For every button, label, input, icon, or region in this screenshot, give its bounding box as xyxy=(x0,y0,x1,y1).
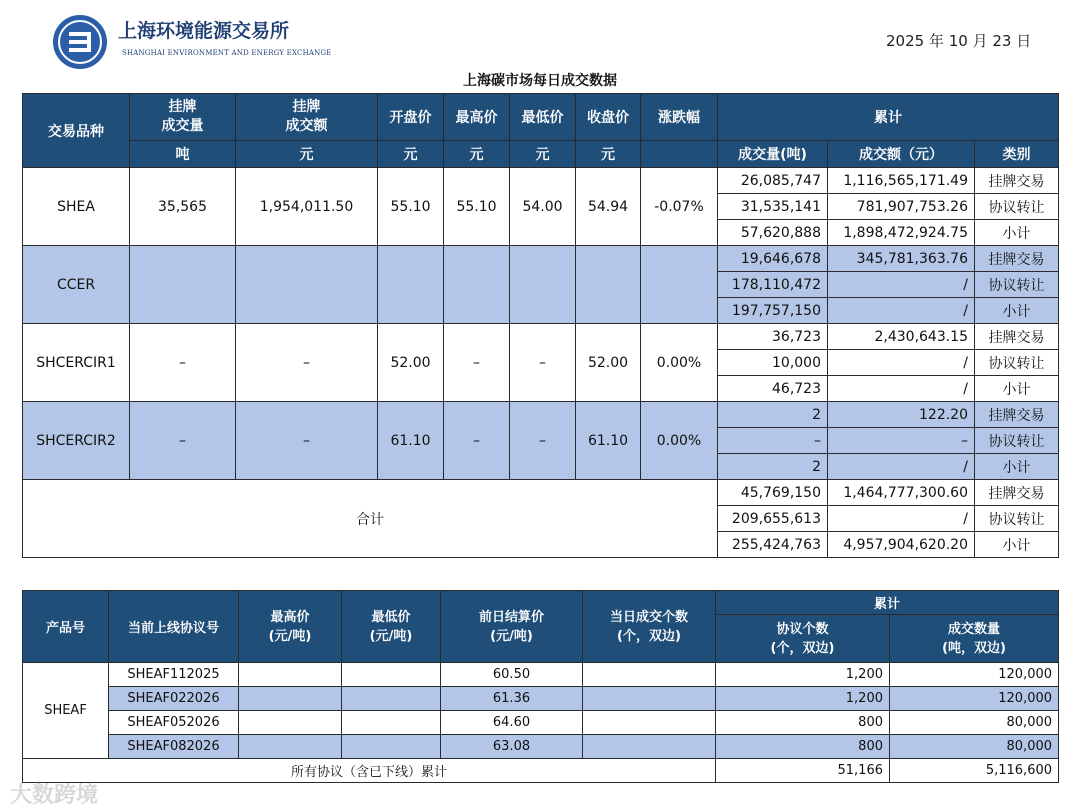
cum-amount: – xyxy=(828,428,975,454)
low-price xyxy=(342,687,441,711)
col-product: 交易品种 xyxy=(23,94,130,168)
listed-amount: – xyxy=(236,324,378,402)
agreement-id: SHEAF082026 xyxy=(109,735,239,759)
table-row xyxy=(23,663,1059,687)
cum-amount: 345,781,363.76 xyxy=(828,246,975,272)
unit-yuan: 元 xyxy=(236,141,378,168)
cum-volume: 26,085,747 xyxy=(718,168,828,194)
high-price xyxy=(444,246,510,324)
cum-amount: 1,116,565,171.49 xyxy=(828,168,975,194)
cum-type: 小计 xyxy=(975,454,1059,480)
settle-price: 61.36 xyxy=(441,687,583,711)
cum-amount: 1,464,777,300.60 xyxy=(828,480,975,506)
cum-count: 800 xyxy=(716,711,890,735)
low-price: – xyxy=(510,402,576,480)
listed-volume: – xyxy=(130,324,236,402)
low-price: – xyxy=(510,324,576,402)
cum-volume: 2 xyxy=(718,402,828,428)
cum-type: 小计 xyxy=(975,220,1059,246)
cum-type: 小计 xyxy=(975,376,1059,402)
cum-volume: 36,723 xyxy=(718,324,828,350)
col-agreement: 当前上线协议号 xyxy=(109,591,239,663)
product-name: SHEA xyxy=(23,168,130,246)
cum-volume: 19,646,678 xyxy=(718,246,828,272)
col-cum-volume: 成交量(吨) xyxy=(718,141,828,168)
cum-type: 挂牌交易 xyxy=(975,480,1059,506)
report-date: 2025 年 10 月 23 日 xyxy=(886,32,1032,50)
close-price xyxy=(576,246,641,324)
low-price: 54.00 xyxy=(510,168,576,246)
high-price xyxy=(239,735,342,759)
watermark: 大数跨境 xyxy=(10,783,99,808)
high-price: – xyxy=(444,324,510,402)
total-label: 合计 xyxy=(23,480,718,558)
listed-volume: 35,565 xyxy=(130,168,236,246)
change-pct: 0.00% xyxy=(641,324,718,402)
product-name: SHCERCIR2 xyxy=(23,402,130,480)
agreement-id: SHEAF052026 xyxy=(109,711,239,735)
cum-type: 协议转让 xyxy=(975,428,1059,454)
col-cum-type: 类别 xyxy=(975,141,1059,168)
cum-volume: – xyxy=(718,428,828,454)
table-row xyxy=(23,246,1059,272)
settle-price: 60.50 xyxy=(441,663,583,687)
col-cum-amount: 成交额（元） xyxy=(828,141,975,168)
low-price xyxy=(342,735,441,759)
cum-volume: 2 xyxy=(718,454,828,480)
cum-count: 800 xyxy=(716,735,890,759)
close-price: 54.94 xyxy=(576,168,641,246)
col-close: 收盘价 xyxy=(576,94,641,141)
listed-amount: 1,954,011.50 xyxy=(236,168,378,246)
cum-count: 1,200 xyxy=(716,663,890,687)
org-name-en: SHANGHAI ENVIRONMENT AND ENERGY EXCHANGE xyxy=(122,49,332,57)
col-listed-volume: 挂牌 成交量 xyxy=(130,94,236,141)
listed-volume xyxy=(130,246,236,324)
product-name: CCER xyxy=(23,246,130,324)
total-qty: 5,116,600 xyxy=(890,759,1059,783)
daily-trading-table xyxy=(22,93,1059,558)
col-cum-count: 协议个数 (个，双边) xyxy=(716,615,890,663)
header-row-1 xyxy=(23,591,1059,615)
table-row xyxy=(23,687,1059,711)
cum-volume: 178,110,472 xyxy=(718,272,828,298)
unit-yuan: 元 xyxy=(510,141,576,168)
cum-amount: / xyxy=(828,350,975,376)
day-count xyxy=(583,711,716,735)
unit-yuan: 元 xyxy=(576,141,641,168)
low-price xyxy=(342,663,441,687)
col-listed-amount: 挂牌 成交额 xyxy=(236,94,378,141)
col-low: 最低价 xyxy=(510,94,576,141)
low-price xyxy=(342,711,441,735)
agreement-id: SHEAF112025 xyxy=(109,663,239,687)
product-name: SHCERCIR1 xyxy=(23,324,130,402)
col-product-id: 产品号 xyxy=(23,591,109,663)
cum-type: 协议转让 xyxy=(975,272,1059,298)
day-count xyxy=(583,663,716,687)
cum-volume: 57,620,888 xyxy=(718,220,828,246)
header-row-2 xyxy=(23,141,1059,168)
unit-yuan: 元 xyxy=(378,141,444,168)
high-price: 55.10 xyxy=(444,168,510,246)
total-label: 所有协议（含已下线）累计 xyxy=(23,759,716,783)
product-id: SHEAF xyxy=(23,663,109,759)
table-row xyxy=(23,402,1059,428)
listed-amount xyxy=(236,246,378,324)
cum-volume: 10,000 xyxy=(718,350,828,376)
open-price: 55.10 xyxy=(378,168,444,246)
cum-volume: 31,535,141 xyxy=(718,194,828,220)
cum-amount: 781,907,753.26 xyxy=(828,194,975,220)
cum-volume: 45,769,150 xyxy=(718,480,828,506)
cum-type: 协议转让 xyxy=(975,350,1059,376)
cum-type: 小计 xyxy=(975,298,1059,324)
cum-volume: 255,424,763 xyxy=(718,532,828,558)
col-day-count: 当日成交个数 (个，双边) xyxy=(583,591,716,663)
col-high: 最高价 xyxy=(444,94,510,141)
col-low: 最低价 (元/吨) xyxy=(342,591,441,663)
cum-amount: 2,430,643.15 xyxy=(828,324,975,350)
table-row xyxy=(23,735,1059,759)
cum-type: 协议转让 xyxy=(975,506,1059,532)
cum-amount: / xyxy=(828,298,975,324)
cum-type: 挂牌交易 xyxy=(975,402,1059,428)
table-row xyxy=(23,711,1059,735)
total-row xyxy=(23,480,1059,506)
open-price: 52.00 xyxy=(378,324,444,402)
org-name-cn: 上海环境能源交易所 xyxy=(118,20,290,42)
cum-type: 小计 xyxy=(975,532,1059,558)
unit-ton: 吨 xyxy=(130,141,236,168)
total-count: 51,166 xyxy=(716,759,890,783)
cum-amount: / xyxy=(828,506,975,532)
col-high: 最高价 (元/吨) xyxy=(239,591,342,663)
futures-agreement-table xyxy=(22,590,1059,783)
cum-amount: 4,957,904,620.20 xyxy=(828,532,975,558)
low-price xyxy=(510,246,576,324)
listed-amount: – xyxy=(236,402,378,480)
listed-volume: – xyxy=(130,402,236,480)
high-price xyxy=(239,687,342,711)
cum-amount: 1,898,472,924.75 xyxy=(828,220,975,246)
exchange-logo-icon xyxy=(52,14,108,70)
cum-amount: / xyxy=(828,454,975,480)
agreement-id: SHEAF022026 xyxy=(109,687,239,711)
cum-type: 协议转让 xyxy=(975,194,1059,220)
col-cumulative: 累计 xyxy=(718,94,1059,141)
cum-qty: 80,000 xyxy=(890,735,1059,759)
day-count xyxy=(583,687,716,711)
col-open: 开盘价 xyxy=(378,94,444,141)
open-price xyxy=(378,246,444,324)
col-settle: 前日结算价 (元/吨) xyxy=(441,591,583,663)
cum-volume: 197,757,150 xyxy=(718,298,828,324)
col-cum-qty: 成交数量 (吨，双边) xyxy=(890,615,1059,663)
cum-amount: / xyxy=(828,376,975,402)
high-price xyxy=(239,711,342,735)
cum-amount: / xyxy=(828,272,975,298)
unit-empty xyxy=(641,141,718,168)
unit-yuan: 元 xyxy=(444,141,510,168)
header-row-1 xyxy=(23,94,1059,141)
col-change: 涨跌幅 xyxy=(641,94,718,141)
change-pct: 0.00% xyxy=(641,402,718,480)
col-cumulative: 累计 xyxy=(716,591,1059,615)
total-row xyxy=(23,759,1059,783)
change-pct xyxy=(641,246,718,324)
cum-type: 挂牌交易 xyxy=(975,246,1059,272)
open-price: 61.10 xyxy=(378,402,444,480)
report-title: 上海碳市场每日成交数据 xyxy=(463,73,617,89)
high-price: – xyxy=(444,402,510,480)
cum-qty: 120,000 xyxy=(890,687,1059,711)
cum-count: 1,200 xyxy=(716,687,890,711)
cum-qty: 80,000 xyxy=(890,711,1059,735)
settle-price: 64.60 xyxy=(441,711,583,735)
day-count xyxy=(583,735,716,759)
high-price xyxy=(239,663,342,687)
close-price: 61.10 xyxy=(576,402,641,480)
cum-type: 挂牌交易 xyxy=(975,168,1059,194)
table-row xyxy=(23,324,1059,350)
table-row xyxy=(23,168,1059,194)
page-header xyxy=(0,0,1080,70)
settle-price: 63.08 xyxy=(441,735,583,759)
change-pct: -0.07% xyxy=(641,168,718,246)
close-price: 52.00 xyxy=(576,324,641,402)
cum-type: 挂牌交易 xyxy=(975,324,1059,350)
cum-volume: 209,655,613 xyxy=(718,506,828,532)
cum-amount: 122.20 xyxy=(828,402,975,428)
cum-qty: 120,000 xyxy=(890,663,1059,687)
cum-volume: 46,723 xyxy=(718,376,828,402)
